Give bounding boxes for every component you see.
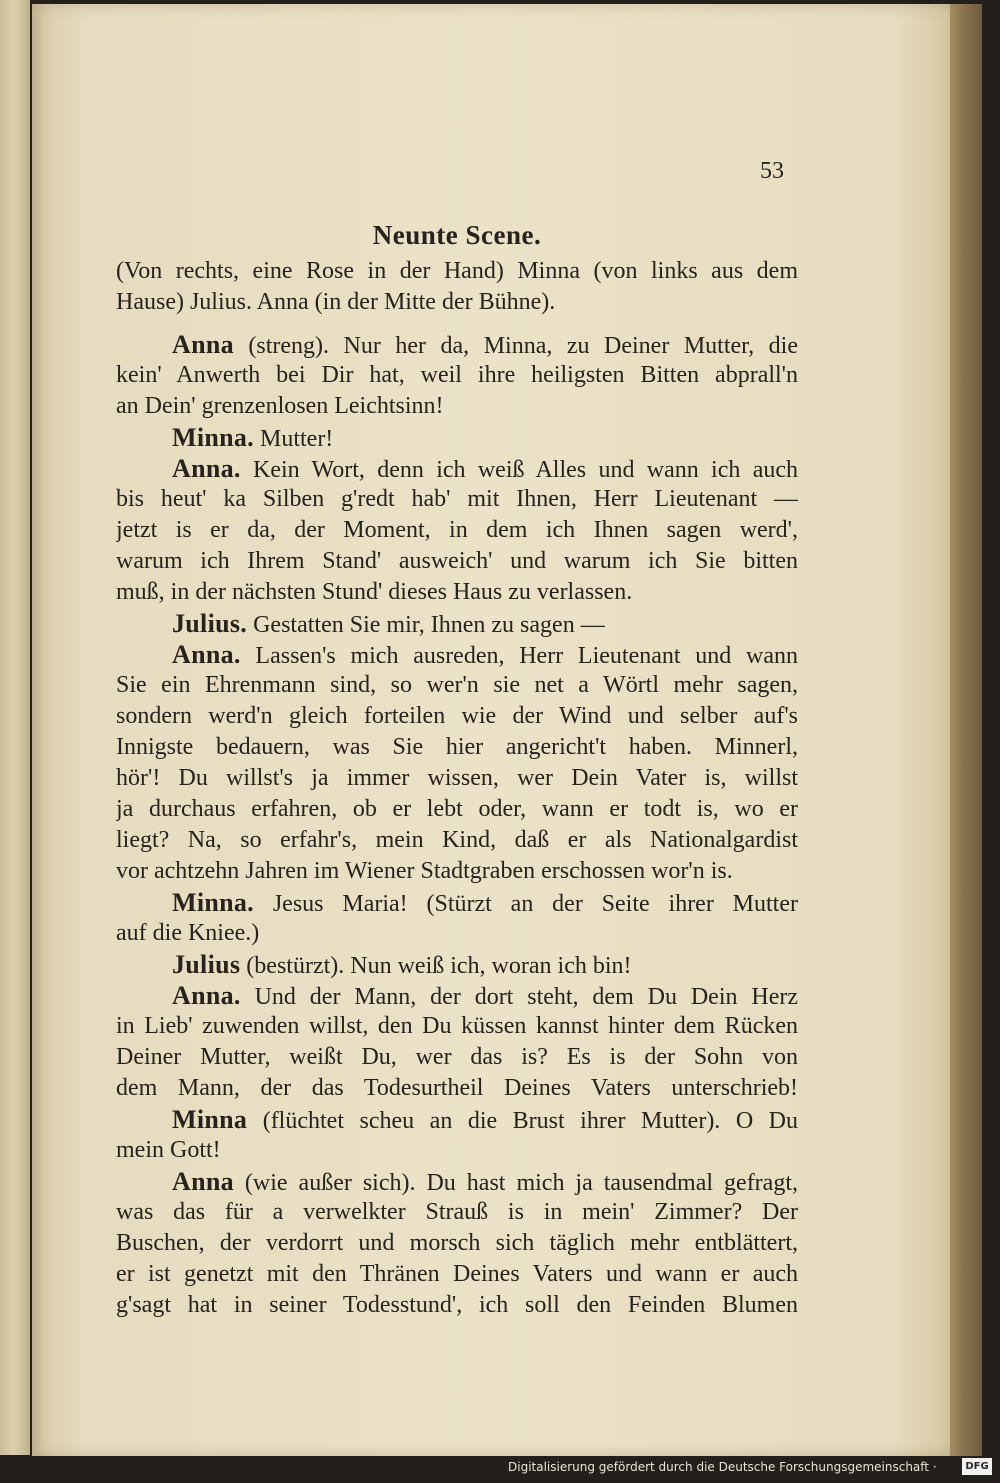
speaker-name: Anna.: [172, 454, 241, 483]
text-line: [116, 484, 798, 515]
text-line: [116, 329, 798, 360]
text-line: [116, 1042, 798, 1073]
text-line: [116, 794, 798, 825]
line-text: Jesus Maria! (Stürzt an der Seite ihrer Mutter: [253, 891, 798, 917]
line-text: was das für a verwelkter Strauß is in mein' Zimmer? Der: [116, 1199, 798, 1225]
line-text: g'sagt hat in seiner Todesstund', ich soll den Feinden Blumen: [116, 1292, 798, 1318]
text-line: [116, 1228, 798, 1259]
text-line: [116, 670, 798, 701]
text-line: [116, 1135, 798, 1166]
text-line: [116, 422, 798, 453]
line-text: kein' Anwerth bei Dir hat, weil ihre heiligsten Bitten abprall'n: [116, 362, 798, 388]
previous-page-edge: [0, 0, 30, 1455]
text-line: [116, 546, 798, 577]
line-text: Kein Wort, denn ich weiß Alles und wann ich auch: [240, 457, 798, 483]
text-line: [116, 1290, 798, 1321]
text-line: [116, 763, 798, 794]
line-text: Lassen's mich ausreden, Herr Lieutenant und wann: [240, 643, 798, 669]
line-text: Und der Mann, der dort steht, dem Du Dein Herz: [240, 984, 798, 1010]
speaker-name: Minna: [172, 1105, 248, 1134]
line-text: ja durchaus erfahren, ob er lebt oder, wann er todt is, wo er: [116, 796, 798, 822]
text-line: [116, 391, 798, 422]
text-line: [116, 256, 798, 287]
text-line: [116, 1011, 798, 1042]
text-line: [116, 949, 798, 980]
speaker-name: Minna.: [172, 888, 254, 917]
line-text: (flüchtet scheu an die Brust ihrer Mutter). O Du: [247, 1108, 798, 1134]
line-text: vor achtzehn Jahren im Wiener Stadtgraben erschossen wor'n is.: [116, 858, 733, 884]
text-line: [116, 453, 798, 484]
speaker-name: Anna: [172, 330, 234, 359]
line-text: Gestatten Sie mir, Ihnen zu sagen —: [247, 612, 605, 638]
text-line: [116, 732, 798, 763]
text-line: [116, 825, 798, 856]
line-text: bis heut' ka Silben g'redt hab' mit Ihnen, Herr Lieutenant —: [116, 486, 798, 512]
text-line: [116, 1073, 798, 1104]
speaker-name: Minna.: [172, 423, 254, 452]
text-line: [116, 1197, 798, 1228]
text-line: [116, 360, 798, 391]
text-line: [116, 1166, 798, 1197]
line-text: dem Mann, der das Todesurtheil Deines Vaters unterschrieb!: [116, 1075, 798, 1101]
text-line: [116, 980, 798, 1011]
text-line: [116, 639, 798, 670]
line-text: er ist genetzt mit den Thränen Deines Vaters und wann er auch: [116, 1261, 798, 1287]
text-line: [116, 1259, 798, 1290]
text-lines: [116, 256, 798, 1321]
text-line: [116, 701, 798, 732]
line-text: warum ich Ihrem Stand' ausweich' und warum ich Sie bitten: [116, 548, 798, 574]
speaker-name: Anna.: [172, 640, 241, 669]
speaker-name: Julius: [172, 950, 241, 979]
speaker-name: Anna: [172, 1167, 234, 1196]
line-text: Sie ein Ehrenmann sind, so wer'n sie net a Wörtl mehr sagen,: [116, 672, 798, 698]
speaker-name: Anna.: [172, 981, 241, 1010]
line-text: muß, in der nächsten Stund' dieses Haus zu verlassen.: [116, 579, 633, 605]
line-text: (bestürzt). Nun weiß ich, woran ich bin!: [240, 953, 632, 979]
line-text: in Lieb' zuwenden willst, den Du küssen kannst hinter dem Rücken: [116, 1013, 798, 1039]
book-spine-edge: [950, 4, 982, 1456]
line-text: Innigste bedauern, was Sie hier angericht't haben. Minnerl,: [116, 734, 798, 760]
line-text: jetzt is er da, der Moment, in dem ich Ihnen sagen werd',: [116, 517, 798, 543]
speaker-name: Julius.: [172, 609, 248, 638]
page-number: 53: [760, 158, 784, 184]
line-text: (Von rechts, eine Rose in der Hand) Minna (von links aus dem: [116, 258, 798, 284]
line-text: Hause) Julius. Anna (in der Mitte der Bühne).: [116, 289, 556, 315]
line-text: hör'! Du willst's ja immer wissen, wer Dein Vater is, willst: [116, 765, 798, 791]
line-text: auf die Kniee.): [116, 920, 260, 946]
digitization-credit: Digitalisierung gefördert durch die Deutsche Forschungsgemeinschaft ·: [508, 1460, 937, 1474]
text-line: [116, 287, 798, 318]
text-line: [116, 887, 798, 918]
page-text: [116, 214, 798, 1321]
line-text: Mutter!: [253, 426, 334, 452]
line-text: (streng). Nur her da, Minna, zu Deiner Mutter, die: [233, 333, 798, 359]
paragraph-gap: [116, 318, 798, 329]
text-line: [116, 1104, 798, 1135]
line-text: mein Gott!: [116, 1137, 221, 1163]
line-text: Deiner Mutter, weißt Du, wer das is? Es is der Sohn von: [116, 1044, 798, 1070]
dfg-logo: DFG: [962, 1458, 992, 1475]
line-text: an Dein' grenzenlosen Leichtsinn!: [116, 393, 444, 419]
line-text: sondern werd'n gleich forteilen wie der Wind und selber auf's: [116, 703, 798, 729]
line-text: liegt? Na, so erfahr's, mein Kind, daß er als Nationalgardist: [116, 827, 798, 853]
text-line: [116, 515, 798, 546]
line-text: (wie außer sich). Du hast mich ja tausendmal gefragt,: [233, 1170, 798, 1196]
line-text: Buschen, der verdorrt und morsch sich täglich mehr entblättert,: [116, 1230, 798, 1256]
text-line: [116, 856, 798, 887]
scene-heading: Neunte Scene.: [372, 220, 542, 250]
text-line: [116, 577, 798, 608]
text-line: [116, 608, 798, 639]
text-line: [116, 918, 798, 949]
